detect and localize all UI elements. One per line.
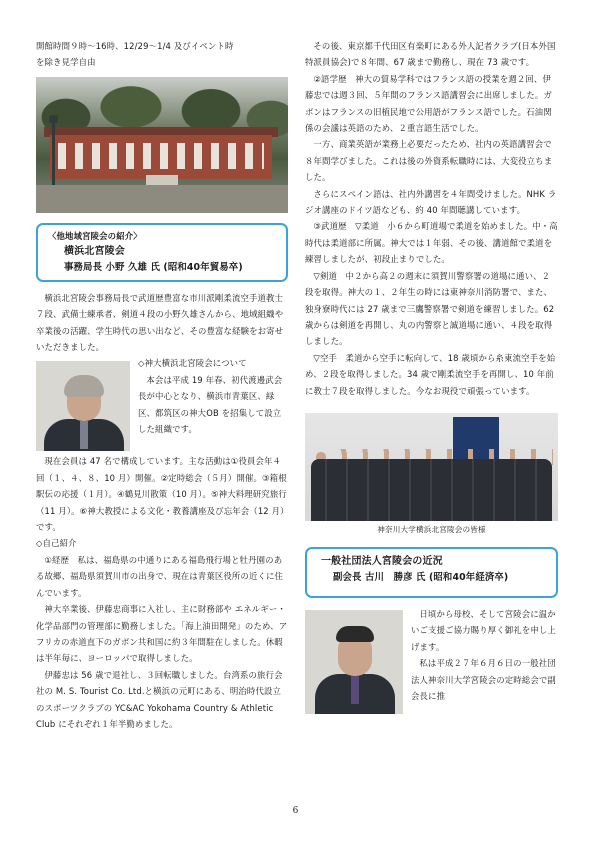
portrait-furukawa-photo [305, 610, 403, 714]
left-column [36, 38, 288, 732]
group-photo-caption: 神奈川大学横浜北宮陵会の皆様 [377, 524, 486, 534]
judo-paragraph: ③武道歴 ▽柔道 小６から町道場で柔道を始めました。中・高時代は柔道部に所属。神大では１年弱、その後、講道館で柔道を練習しましたが、初段止まりでした。 [305, 221, 558, 265]
group-photo [305, 413, 558, 521]
career-paragraph-1: ①経歴 私は、福島県の中通りにある福島飛行場と牡丹園のある故郷、福島県須賀川市の出身で、現在は青葉区役所の近くに住んでいます。 [36, 554, 284, 598]
right-column [305, 38, 558, 716]
right-paragraph-1: その後、東京都千代田区有楽町にある外人記者クラブ(日本外国特派員協会)で８年間、67 歳まで勤務し、現在 73 歳です。 [305, 41, 556, 68]
section2-title: 一般社団法人宮陵会の近況 [321, 555, 443, 567]
karate-paragraph: ▽空手 柔道から空手に転向して、18 歳頃から糸東流空手を始め、２段を取得しました。34 歳で剛柔流空手を再開し、10 年前に教士７段を取得しました。今なお現役で頑張っています。 [305, 352, 556, 396]
english-paragraph: 一方、商業英語が業務上必要だったため、社内の英語講習会で８年間学びました。これは後の外資系転職時には、大変役立ちました。 [305, 139, 553, 183]
section-box-kyuryokai [305, 547, 558, 598]
museum-building-photo [36, 77, 288, 213]
hours-line-1: 開館時間９時～16時、12/29～1/4 及びイベント時 [36, 41, 234, 51]
about-paragraph: 本会は平成 19 年春、初代渡邊武会長が中心となり、横浜市青葉区、緑区、都筑区の神大OB を招集して設立した組織です。 [138, 374, 283, 435]
greeting-paragraph: 日頃から母校、そして宮陵会に温かいご支援ご協力賜り厚く御礼を申し上げます。 [411, 608, 556, 652]
kendo-paragraph: ▽剣道 中２から高２の週末に須賀川警察署の道場に通い、２段を取得。神大の１、２年生の時には東神奈川消防署で、また、独身寮時代には 27 歳まで三鷹警察署で剣道を練習しました。62 歳からは剣道を再開し、丸の内警察と誠道場に通い、４段を取得しました。 [305, 270, 555, 347]
appointment-paragraph: 私は平成２７年６月６日の一般社団法人神奈川大学宮陵会の定時総会で副会長に推 [411, 658, 556, 701]
section2-person: 副会長 古川 勝彦 氏 (昭和40年経済卒) [333, 571, 509, 583]
section-prefix: 〈他地域宮陵会の紹介〉 [48, 230, 142, 241]
page-number: 6 [292, 806, 299, 816]
members-paragraph: 現在会員は 47 名で構成しています。主な活動は①役員会年４回（１、４、８、10 月）開催。②定時総会（５月）開催。③箱根駅伝の応援（１月）。④鶴見川散策（10 月）。⑤神大料理研究旅行（11 月）。⑥神大教授による文化・教養講座及び忘年会（12 月）です。 [36, 456, 287, 533]
self-intro-heading: ◇自己紹介 [36, 538, 77, 549]
section-person: 事務局長 小野 久雄 氏 (昭和40年貿易卒) [64, 261, 243, 273]
career-paragraph-3: 伊藤忠は 56 歳で退社し、３回転職しました。台湾系の旅行会社の M. S. Tourist Co. Ltd.と横浜の元町にある、明治時代設立のスポーツクラブの YC&AC Yokohama Country & Athletic Club にそれぞれ１年半勤めました。 [36, 669, 283, 729]
about-heading: ◇神大横浜北宮陵会について [138, 358, 247, 369]
portrait-ono-photo [36, 361, 130, 451]
hours-line-2: を除き見学自由 [36, 57, 96, 68]
language-paragraph: ②語学歴 神大の貿易学科ではフランス語の授業を週２回、伊藤忠では週３回、５年間のフランス語講習会に出席しました。ガボンはフランスの旧植民地で公用語がフランス語でした。石油関係の会議は英語のため、２重言語生活でした。 [305, 73, 552, 134]
spanish-paragraph: さらにスペイン語は、社内外講習を４年間受けました。NHK ラジオ講座のドイツ語なども、約 40 年間聴講しています。 [305, 188, 557, 216]
section-box-yokohama-kita [36, 223, 288, 282]
section-title: 横浜北宮陵会 [64, 245, 125, 257]
lead-paragraph: 横浜北宮陵会事務局長で武道歴豊富な市川派剛柔流空手道教士７段、武備士練承者、剣道４段の小野久雄さんから、地域組織や卒業後の活躍、学生時代の思い出など、その豊富な経験をお寄せいただきました。 [36, 292, 284, 353]
career-paragraph-2: 神大卒業後、伊藤忠商事に入社し、主に財務部や エネルギー・化学品部門の管理部に勤務しました。「海上油田開発」のため、アフリカの赤道直下のガボン共和国に約３年間駐在しました。休暇は半年毎に、ヨーロッパで取得しました。 [36, 604, 288, 664]
